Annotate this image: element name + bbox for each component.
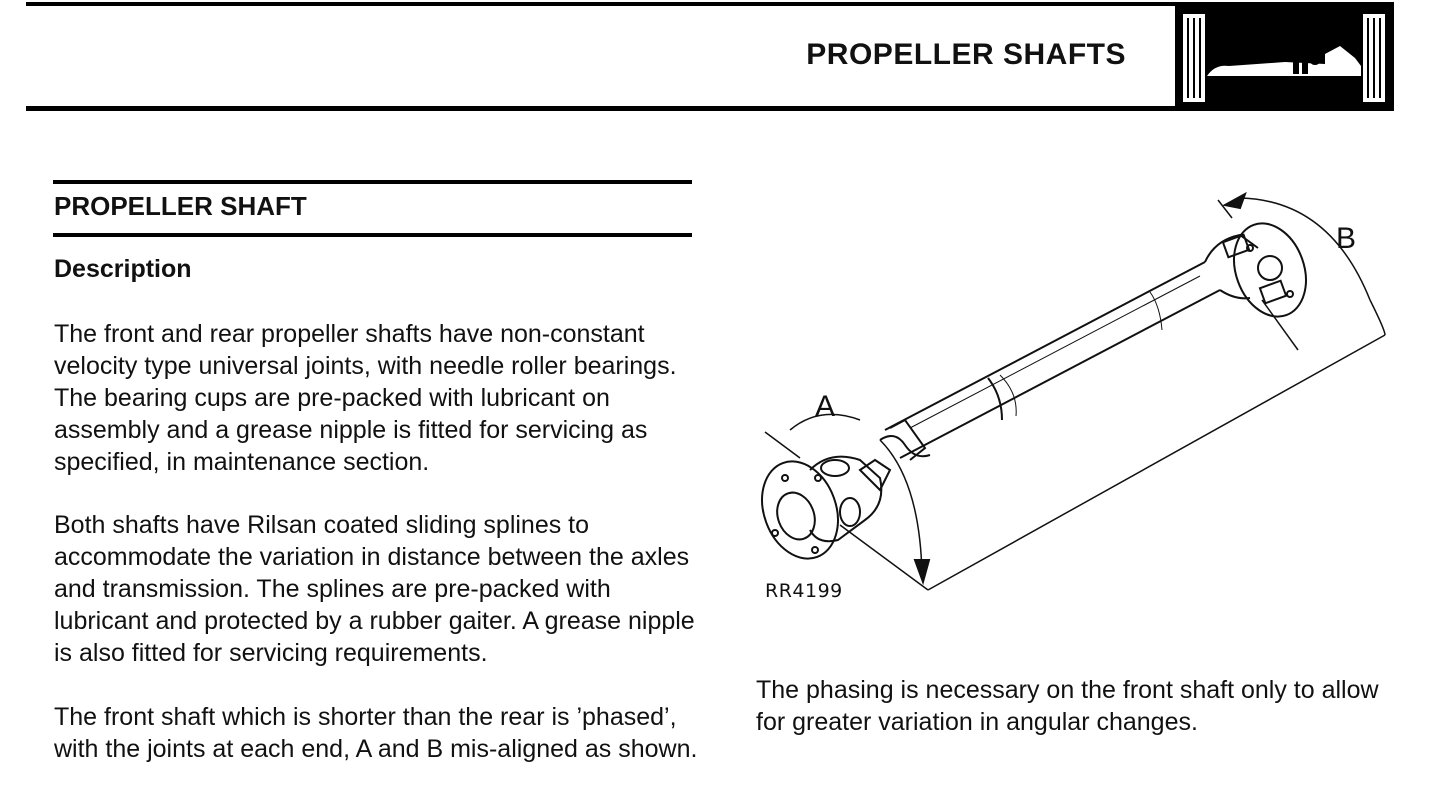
header-bottom-rule [26,106,1394,111]
right-paragraph: The phasing is necessary on the front shaft only to allow for greater variation in angular changes. [756,676,1379,736]
paragraph-2: Both shafts have Rilsan coated sliding splines to accommodate the variation in distance between the axles and transmission. The splines are pre-packed with lubricant and protected by a rubber gaiter. A grease nipple is also fitted for servicing requirements. [54,511,695,667]
joint-b-label: B [1336,222,1357,255]
paragraph-1: The front and rear propeller shafts have non-constant velocity type universal joints, with needle roller bearings. The bearing cups are pre-packed with lubricant on assembly and a grease nipple is fitted for servicing as specified, in maintenance section. [54,320,677,476]
heading-bottom-rule [53,233,692,237]
section-title: PROPELLER SHAFTS [806,38,1126,71]
document-subheading: Description [54,255,192,283]
joint-a-label: A [815,390,836,423]
paragraph-3: The front shaft which is shorter than the rear is ’phased’, with the joints at each end, A and B mis-aligned as shown. [54,703,698,763]
propeller-shaft-illustration [740,170,1400,610]
document-heading: PROPELLER SHAFT [54,191,307,221]
heading-top-rule [53,180,692,184]
propeller-shaft-logo-icon [1175,6,1394,108]
figure-reference: RR4199 [765,580,843,602]
